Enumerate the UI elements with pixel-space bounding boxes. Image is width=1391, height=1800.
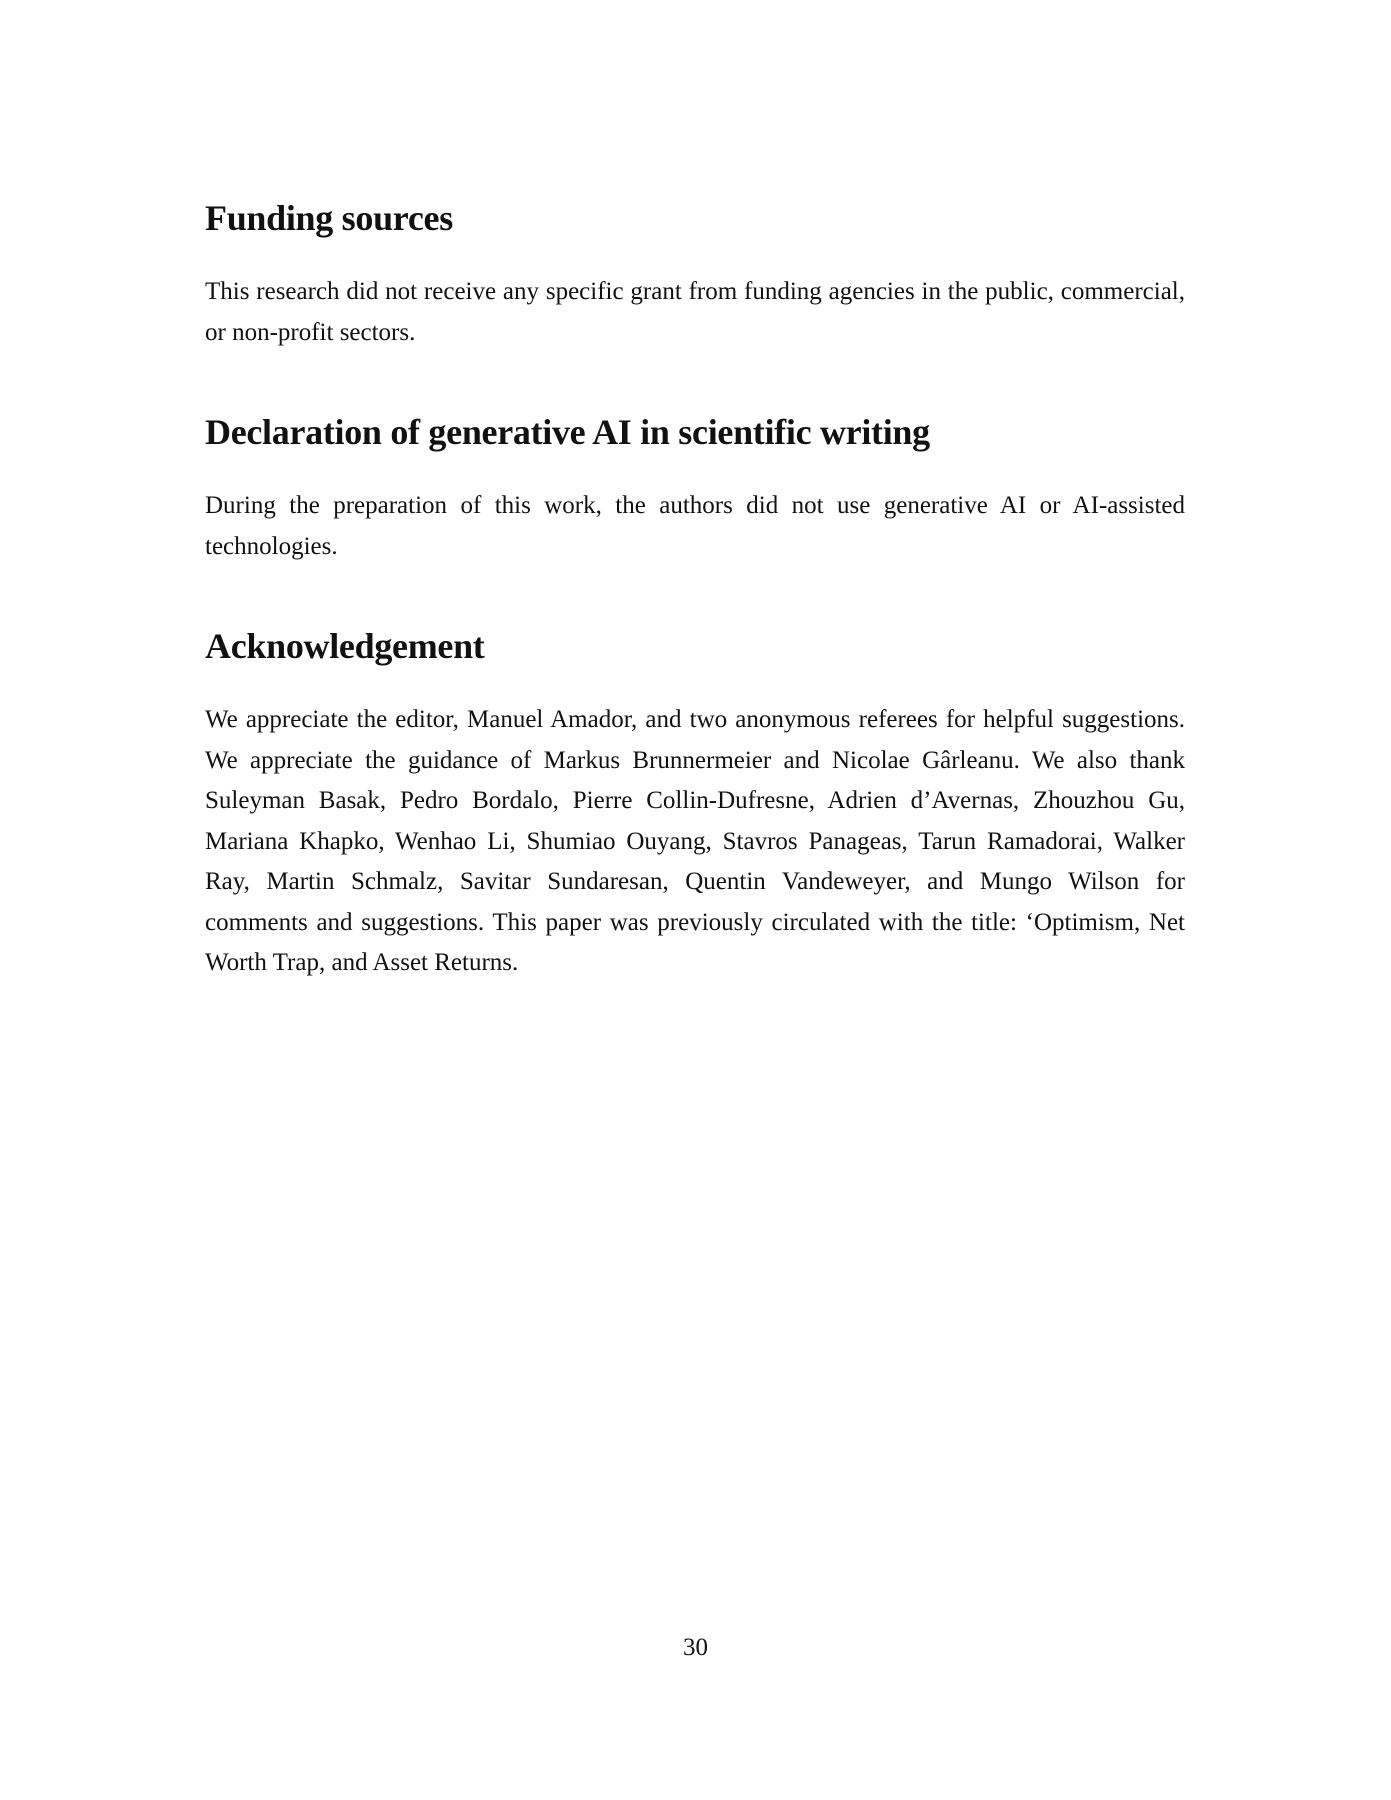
ai-declaration-body: During the preparation of this work, the authors did not use generative AI or AI-assisted technologies. xyxy=(205,492,1185,560)
funding-sources-body: This research did not receive any specific grant from funding agencies in the public, commercial, or non-profit sectors. xyxy=(205,278,1185,346)
acknowledgement-body: We appreciate the editor, Manuel Amador, and two anonymous referees for helpful suggestions. We appreciate the guidance of Markus Brunnermeier and Nicolae Gârleanu. We also thank Suleyman Basak, Pedro Bordalo, Pierre Collin-Dufresne, Adrien d’Avernas, Zhouzhou Gu, Mariana Khapko, Wenhao Li, Shumiao Ouyang, Stavros Panageas, Tarun Ramadorai, Walker Ray, Martin Schmalz, Savitar Sundaresan, Quentin Vandeweyer, and Mungo Wilson for comments and suggestions. This paper was previously circulated with the title: ‘Optimism, Net Worth Trap, and Asset Returns. xyxy=(205,706,1185,976)
page-number: 30 xyxy=(683,1634,708,1661)
ai-declaration-heading: Declaration of generative AI in scientific writing xyxy=(205,412,930,452)
funding-sources-heading: Funding sources xyxy=(205,198,453,238)
acknowledgement-heading: Acknowledgement xyxy=(205,626,485,666)
